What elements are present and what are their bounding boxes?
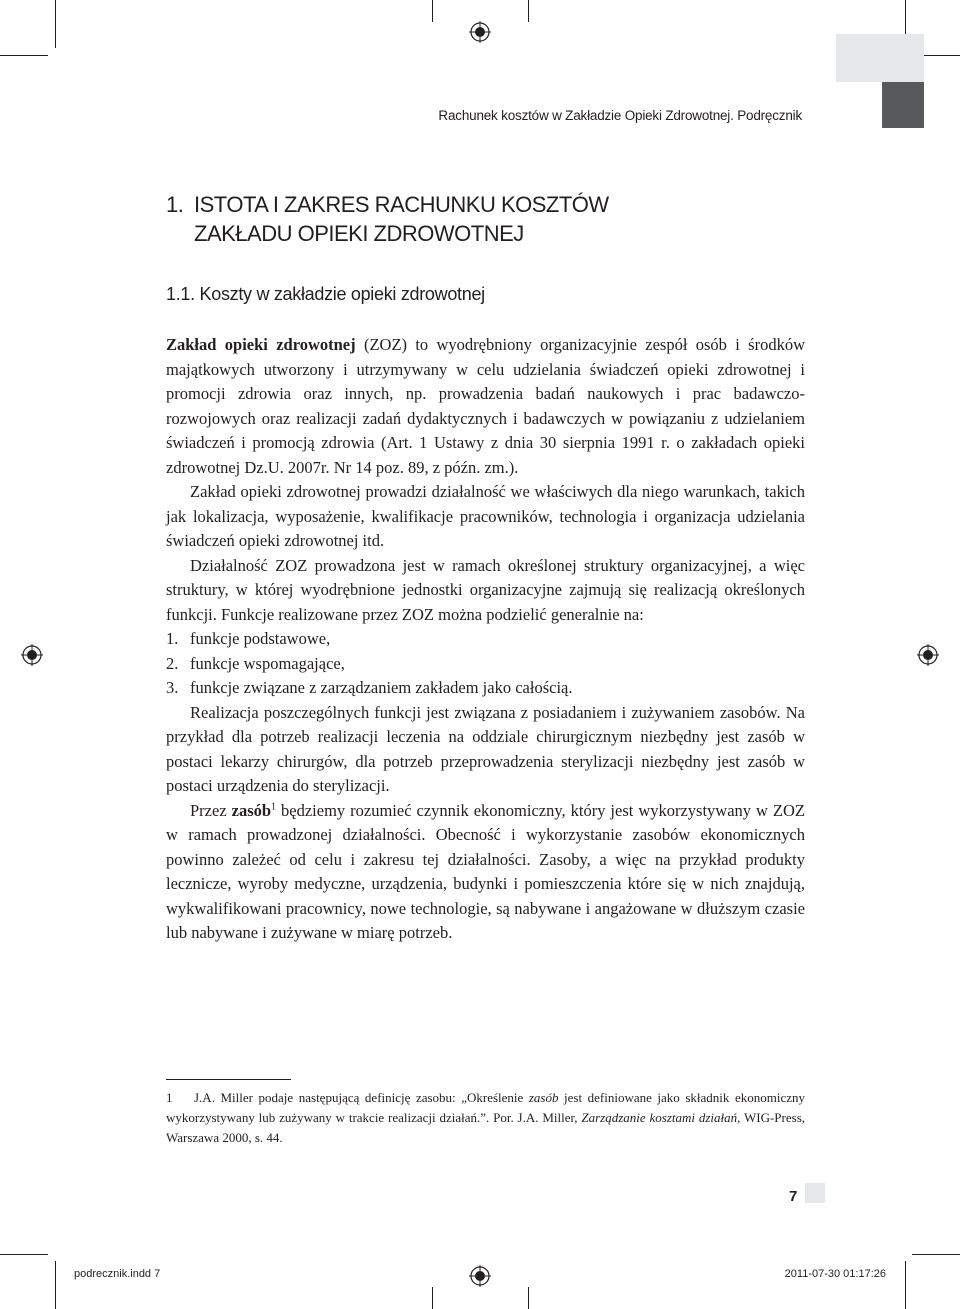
paragraph-text: (ZOZ) to wyodrębniony organizacyjnie zespół osób i środków majątkowych utworzony i utrzymywany w celu udzielania świadczeń opieki zdrowotnej i promocji zdrowia oraz innych, np. prowadzenia badań naukowych i prac badawczo-rozwojowych oraz realizacji zadań dydaktycznych i badawczych w powiązaniu z udzielaniem świadczeń i promocją zdrowia (Art. 1 Ustawy z dnia 30 sierpnia 1991 r. o zakładach opieki zdrowotnej Dz.U. 2007r. Nr 14 poz. 89, z późn. zm.). [166, 335, 805, 477]
list-item-text: funkcje wspomagające, [190, 653, 345, 673]
list-item-number: 2. [166, 653, 179, 673]
paragraph: Zakład opieki zdrowotnej prowadzi działalność we właściwych dla niego warunkach, takich jak lokalizacja, wyposażenie, kwalifikacje pracowników, technologia i organizacja udzielania świadczeń opieki zdrowotnej itd. [166, 482, 805, 550]
list-item [166, 676, 805, 701]
page-number: 7 [789, 1188, 798, 1205]
function-list [166, 627, 805, 701]
chapter-number: 1. [166, 192, 184, 217]
paragraph: Realizacja poszczególnych funkcji jest związana z posiadaniem i zużywaniem zasobów. Na przykład dla potrzeb realizacji leczenia na oddziale chirurgicznym niezbędny jest zasób w postaci lekarzy chirurgów, dla potrzeb przeprowadzenia sterylizacji niezbędny jest zasób w postaci urządzenia do sterylizacji. [166, 702, 805, 795]
chapter-title-line1: ISTOTA I ZAKRES RACHUNKU KOSZTÓW [194, 192, 609, 217]
crop-mark [905, 1261, 906, 1309]
defined-term: zasób [231, 800, 272, 820]
footnote-text: , WIG-Press, Warszawa 2000, s. 44. [166, 1110, 806, 1145]
body-text [166, 333, 805, 946]
color-bar [805, 1183, 825, 1203]
chapter-title-line2: ZAKŁADU OPIEKI ZDROWOTNEJ [194, 221, 524, 246]
list-item-text: funkcje związane z zarządzaniem zakładem jako całością. [190, 678, 573, 697]
running-head: Rachunek kosztów w Zakładzie Opieki Zdrowotnej. Podręcznik [438, 108, 802, 123]
list-item-number: 1. [166, 629, 179, 648]
crop-mark [55, 0, 56, 48]
crop-mark [528, 0, 529, 22]
list-item [166, 627, 805, 652]
crop-mark [55, 1261, 56, 1309]
crop-mark [432, 0, 433, 22]
footnote-reference[interactable]: 1 [271, 801, 277, 812]
footnote-number: 1 [166, 1090, 173, 1105]
paragraph-text: Przez [190, 800, 232, 820]
footnote-rule [166, 1079, 291, 1080]
color-bar [882, 82, 924, 128]
list-item-number: 3. [166, 678, 179, 697]
footnote-text: J.A. Miller podaje następującą definicję zasobu: „Określenie [194, 1090, 529, 1105]
crop-mark [0, 55, 48, 56]
registration-mark-icon [469, 1265, 491, 1287]
crop-mark [432, 1287, 433, 1309]
footnote [166, 1088, 805, 1148]
registration-mark-icon [469, 21, 491, 43]
paragraph: Działalność ZOZ prowadzona jest w ramach określonej struktury organizacyjnej, a więc struktury, w której wyodrębnione jednostki organizacyjne zajmują się realizacją określonych funkcji. Funkcje realizowane przez ZOZ można podzielić generalnie na: [166, 555, 805, 624]
slug-filename: podrecznik.indd 7 [74, 1268, 161, 1280]
footnote-italic: zasób [528, 1090, 559, 1105]
chapter-title [166, 190, 609, 248]
list-item-text: funkcje podstawowe, [190, 629, 331, 648]
crop-mark [528, 1287, 529, 1309]
footnote-italic: Zarządzanie kosztami działań [581, 1110, 738, 1125]
footnote-text: jest definiowane jako składnik ekonomiczny wykorzystywany lub zużywany w trakcie realizacji działań.”. Por. J.A. Miller, [166, 1090, 805, 1125]
slug-timestamp: 2011-07-30 01:17:26 [784, 1268, 886, 1280]
list-item [166, 652, 805, 677]
paragraph [166, 799, 805, 946]
paragraph [166, 333, 805, 480]
section-title: 1.1. Koszty w zakładzie opieki zdrowotnej [166, 284, 485, 304]
registration-mark-icon [21, 644, 43, 666]
crop-mark [0, 1254, 48, 1255]
defined-term: Zakład opieki zdrowotnej [166, 335, 356, 354]
color-bar [836, 34, 924, 82]
paragraph-text: będziemy rozumieć czynnik ekonomiczny, który jest wykorzystywany w ZOZ w ramach prowadzonej działalności. Obecność i wykorzystanie zasobów ekonomicznych powinno zależeć od celu i zakresu tej działalności. Zasoby, a więc na przykład produkty lecznicze, wyroby medyczne, urządzenia, budynki i pomieszczenia które się w nich znajdują, wykwalifikowani pracownicy, nowe technologie, są nabywane i angażowane w dłuższym czasie lub nabywane i zużywane w miarę potrzeb. [166, 800, 805, 942]
crop-mark [912, 1254, 960, 1255]
registration-mark-icon [917, 644, 939, 666]
